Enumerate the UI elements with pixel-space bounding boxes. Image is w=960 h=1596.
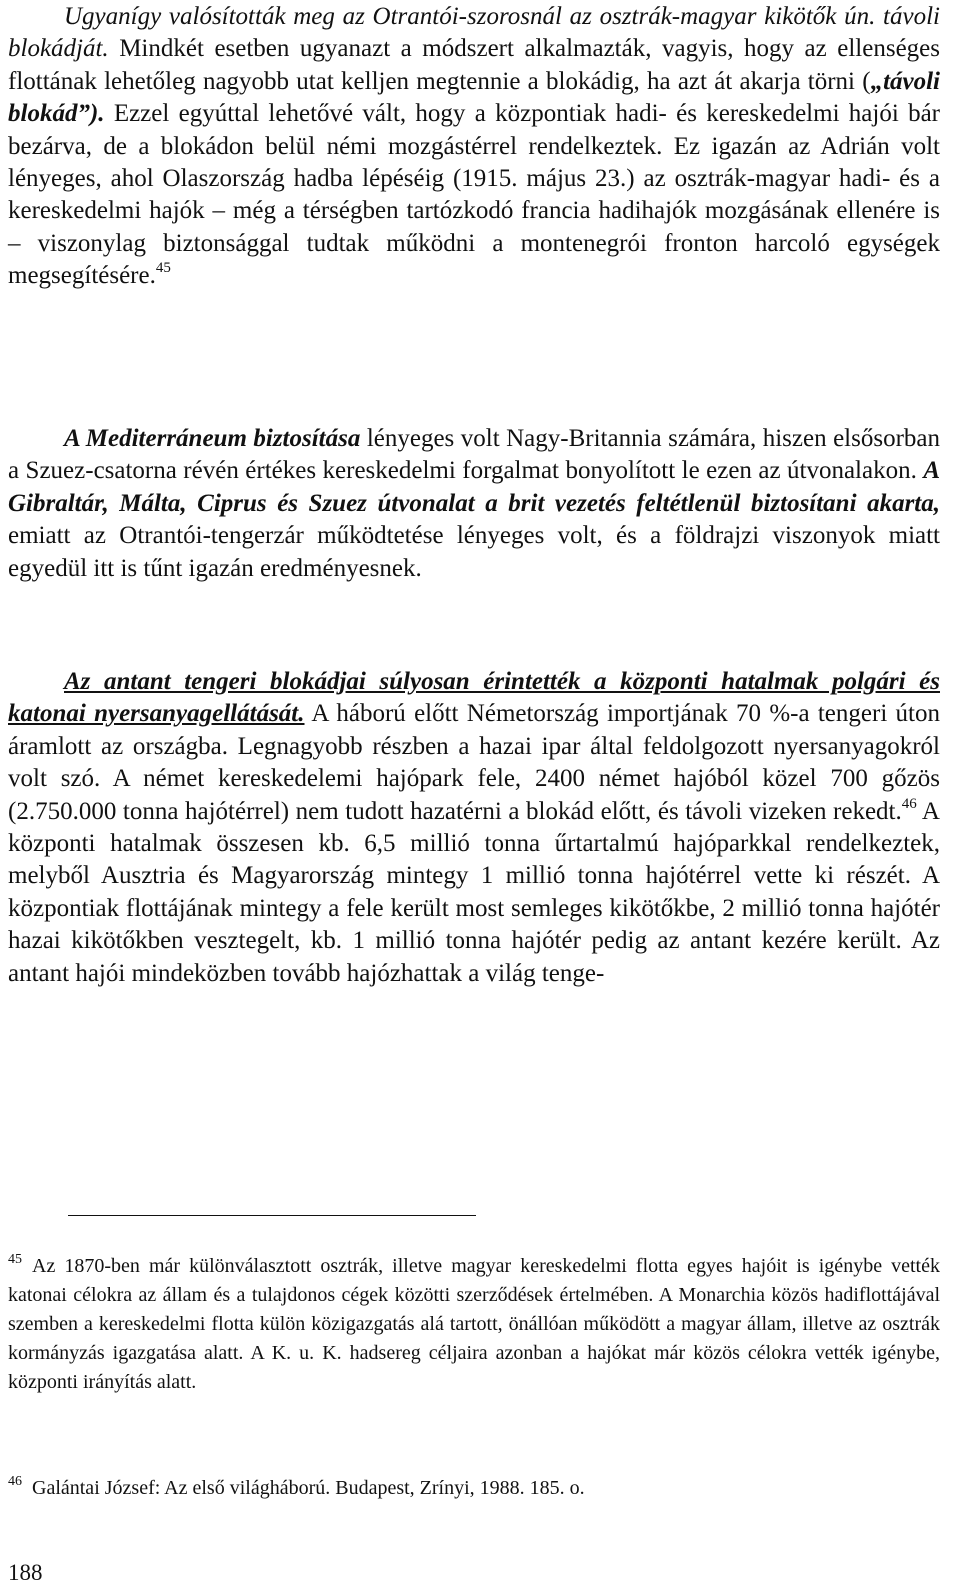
paragraph-2: [8, 423, 940, 585]
paragraph-2-bold-italic-lead: A Mediterráneum biztosítása: [64, 425, 361, 452]
footnote-ref-46[interactable]: 46: [901, 795, 917, 812]
paragraph-1-italic-lead: Ugyanígy valósították meg az Otrantói-szorosnál az osztrák-magyar kikötők ún. távoli blokádját.: [8, 3, 940, 63]
footnote-45-text: Az 1870-ben már különválasztott osztrák, illetve magyar kereskedelmi flotta egyes hajóit is igénybe vették katonai célokra az állam és a tulajdonos cégek közötti szerződések értelmében. A Monarchia közös hadiflottájával szemben a kereskedelmi flotta külön közigazgatás alá tartott, önállóan működött a magyar állam, illetve az osztrák kormányzás igazgatása alatt. A K. u. K. hadsereg céljaira azonban a hajókat már közös célokra vették igénybe, központi irányítás alatt.: [8, 1255, 940, 1393]
footnote-45-number: 45: [8, 1252, 22, 1267]
footnote-46: [8, 1474, 940, 1503]
paragraph-1: [8, 1, 940, 293]
paragraph-3-underlined-lead: Az antant tengeri blokádjai súlyosan érintették a központi hatalmak polgári és katonai nyersanyagellátását.: [8, 668, 940, 728]
paragraph-1-text-b: Ezzel egyúttal lehetővé vált, hogy a központiak hadi- és kereskedelmi hajói bár bezárva, de a blokádon belül némi mozgástérrel rendelkeztek. Ez igazán az Adrián volt lényeges, ahol Olaszország hadba lépéséig (1915. május 23.) az osztrák-magyar hadi- és a kereskedelmi hajók – még a térségben tartózkodó francia hadihajók mozgásának ellenére is – viszonylag biztonsággal tudtak működni a montenegrói fronton harcoló egységek megsegítésére.: [8, 100, 940, 290]
paragraph-1-bold-italic-term: „távoli blokád”).: [8, 67, 940, 128]
footnote-46-text: Galántai József: Az első világháború. Budapest, Zrínyi, 1988. 185. o.: [32, 1477, 585, 1499]
paragraph-3: [8, 666, 940, 990]
paragraph-2-bold-italic-statement: A Gibraltár, Málta, Ciprus és Szuez útvonalat a brit vezetés feltétlenül biztosítani akarta,: [8, 457, 940, 517]
footnote-separator: [68, 1215, 476, 1216]
paragraph-3-text-b: A központi hatalmak összesen kb. 6,5 millió tonna űrtartalmú hajóparkkal rendelkeztek, melyből Ausztria és Magyarország mintegy 1 millió tonna hajótérrel vette ki részét. A központiak flottájának mintegy a fele került most semleges kikötőkbe, 2 millió tonna hajótér hazai kikötőkben vesztegelt, kb. 1 millió tonna hajótér pedig az antant kezére került. Az antant hajói mindeközben tovább hajózhattak a világ tenge-: [8, 797, 940, 987]
footnote-45: [8, 1252, 940, 1397]
footnote-ref-45[interactable]: 45: [155, 260, 171, 277]
paragraph-2-text-a: lényeges volt Nagy-Britannia számára, hiszen elsősorban a Szuez-csatorna révén értékes kereskedelmi forgalmat bonyolított le ezen az útvonalakon.: [8, 425, 940, 485]
paragraph-1-text-a: Mindkét esetben ugyanazt a módszert alkalmazták, vagyis, hogy az ellenséges flottának lehetőleg nagyobb utat kelljen megtennie a blokádig, ha azt át akarja törni (: [8, 35, 940, 95]
paragraph-2-text-b: emiatt az Otrantói-tengerzár működtetése lényeges volt, és a földrajzi viszonyok miatt egyedül itt is tűnt igazán eredményesnek.: [8, 522, 940, 582]
page-number: 188: [8, 1560, 43, 1585]
footnote-46-number: 46: [8, 1474, 22, 1489]
paragraph-3-text-a: A háború előtt Németország importjának 70 %-a tengeri úton áramlott az országba. Legnagyobb részben a hazai ipar által feldolgozott nyersanyagokról volt szó. A német kereskedelemi hajópark fele, 2400 német hajóból közel 700 gőzös (2.750.000 tonna hajótérrel) nem tudott hazatérni a blokád előtt, és távoli vizeken rekedt.: [8, 700, 940, 825]
